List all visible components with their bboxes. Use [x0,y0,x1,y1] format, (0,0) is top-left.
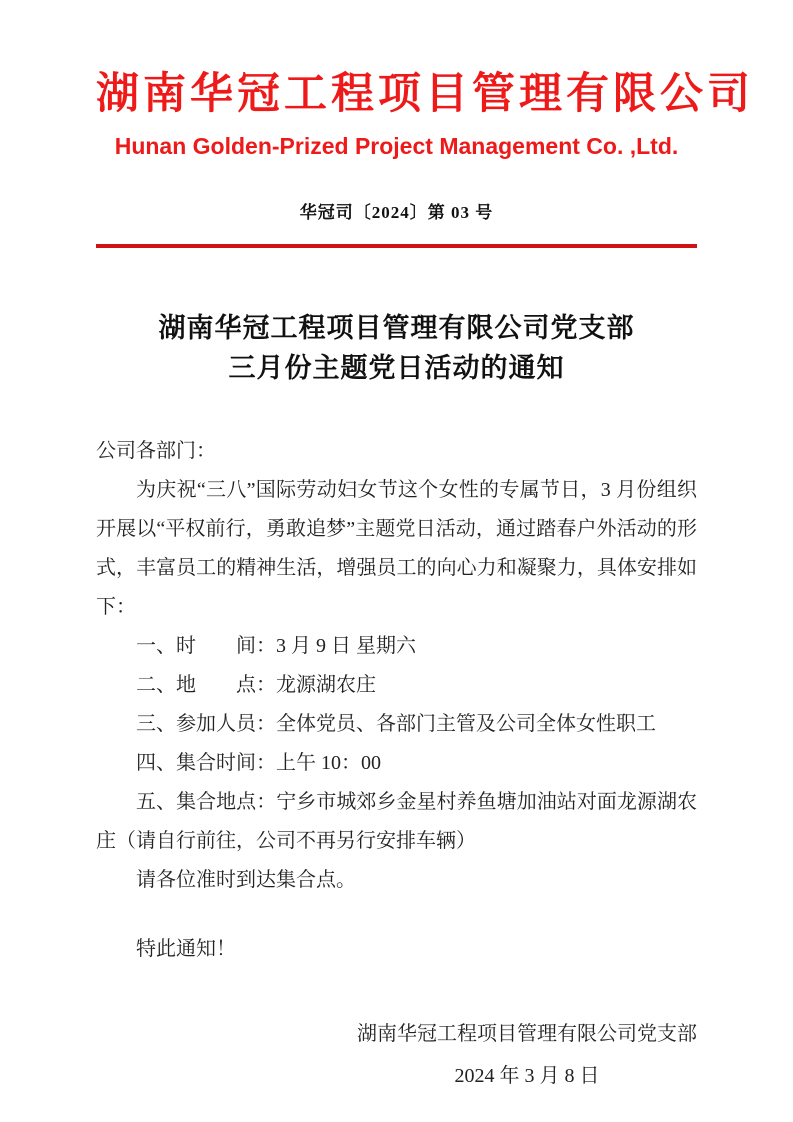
schedule-item-gather-time: 四、集合时间：上午 10：00 [136,752,381,775]
salutation: 公司各部门： [96,440,216,463]
letterhead [96,70,754,248]
letterhead-divider-rule [96,244,697,248]
company-name-en: Hunan Golden-Prized Project Management Co. ,Ltd. [114,133,679,160]
schedule-item-participants: 三、参加人员：全体党员、各部门主管及公司全体女性职工 [136,713,656,736]
notice-body [96,432,697,969]
intro-paragraph: 为庆祝“三八”国际劳动妇女节这个女性的专属节日，3 月份组织开展以“平权前行，勇敢追梦”主题党日活动，通过踏春户外活动的形式，丰富员工的精神生活，增强员工的向心力和凝聚力，具体安排如下： [96,479,697,619]
notice-title-line2: 三月份主题党日活动的通知 [228,353,565,384]
signature-date: 2024 年 3 月 8 日 [454,1065,600,1088]
company-name-cn: 湖南华冠工程项目管理有限公司 [96,70,754,118]
signature-org: 湖南华冠工程项目管理有限公司党支部 [357,1023,697,1046]
schedule-item-time: 一、时 间：3 月 9 日 星期六 [136,635,416,658]
document-number: 华冠司〔2024〕第 03 号 [299,203,494,223]
closing-line: 特此通知！ [136,938,236,961]
reminder-line: 请各位准时到达集合点。 [136,869,356,892]
notice-title [96,308,697,388]
notice-title-line1: 湖南华冠工程项目管理有限公司党支部 [158,313,635,344]
schedule-item-place: 二、地 点：龙源湖农庄 [136,674,376,697]
signature-block [357,1013,697,1097]
schedule-item-gather-place: 五、集合地点：宁乡市城郊乡金星村养鱼塘加油站对面龙源湖农庄（请自行前往，公司不再另行安排车辆） [96,791,697,853]
